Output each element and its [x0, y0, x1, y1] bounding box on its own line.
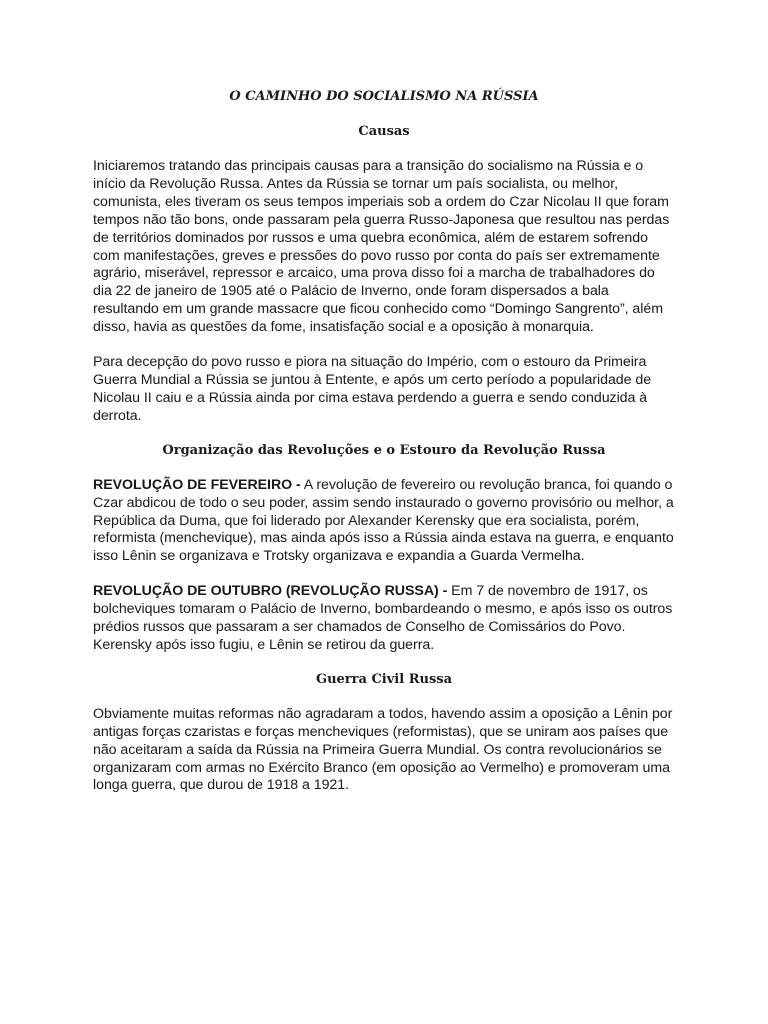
- section-heading-guerra-civil: Guerra Civil Russa: [315, 671, 453, 687]
- paragraph-body: A revolução de fevereiro ou revolução branca, foi quando o Czar abdicou de todo o seu poder, assim sendo instaurado o governo provisório ou melhor, a República da Duma, que foi liderado por Alexander Kerensky que era socialista, porém, reformista (menchevique), mas ainda após isso a Rússia ainda estava na guerra, e enquanto isso Lênin se organizava e Trotsky organizava e expandia a Guarda Vermelha.: [93, 476, 674, 565]
- paragraph-body: Em 7 de novembro de 1917, os bolcheviques tomaram o Palácio de Inverno, bombardeando o mesmo, e após isso os outros prédios russos que passaram a ser chamados de Conselho de Comissários do Povo. Kerensky após isso fugiu, e Lênin se retirou da guerra.: [93, 583, 673, 653]
- paragraph-revolucao-outubro: [93, 583, 675, 655]
- paragraph-revolucao-fevereiro: [93, 477, 675, 567]
- section-heading-causas: Causas: [358, 124, 410, 139]
- document-title: O CAMINHO DO SOCIALISMO NA RÚSSIA: [229, 89, 539, 104]
- section-heading-organizacao: Organização das Revoluções e o Estouro da Revolução Russa: [162, 442, 606, 458]
- paragraph-lead: REVOLUÇÃO DE OUTUBRO (REVOLUÇÃO RUSSA) -: [93, 583, 448, 600]
- paragraph-guerra-civil: Obviamente muitas reformas não agradaram a todos, havendo assim a oposição a Lênin por antigas forças czaristas e forças mencheviques (reformistas), que se uniram aos países que não aceitaram a saída da Rússia na Primeira Guerra Mundial. Os contra revolucionários se organizaram com armas no Exército Branco (em oposição ao Vermelho) e promoveram uma longa guerra, que durou de 1918 a 1921.: [93, 705, 673, 794]
- paragraph-causas-1: Iniciaremos tratando das principais causas para a transição do socialismo na Rússia e o início da Revolução Russa. Antes da Rússia se tornar um país socialista, ou melhor, comunista, eles tiveram os seus tempos imperiais sob a ordem do Czar Nicolau II que foram tempos não tão bons, onde passaram pela guerra Russo-Japonesa que resultou nas perdas de territórios dominados por russos e uma quebra econômica, além de estarem sofrendo com manifestações, greves e pressões do povo russo por conta do país ser extremamente agrário, miserável, repressor e arcaico, uma prova disso foi a marcha de trabalhadores do dia 22 de janeiro de 1905 até o Palácio de Inverno, onde foram dispersados a bala resultando em um grande massacre que ficou conhecido como “Domingo Sangrento”, além disso, havia as questões da fome, insatisfação social e a oposição à monarquia.: [93, 158, 670, 336]
- paragraph-causas-2: Para decepção do povo russo e piora na situação do Império, com o estouro da Primeira Guerra Mundial a Rússia se juntou à Entente, e após um certo período a popularidade de Nicolau II caiu e a Rússia ainda por cima estava perdendo a guerra e sendo conduzida à derrota.: [93, 354, 652, 424]
- paragraph-lead: REVOLUÇÃO DE FEVEREIRO -: [93, 476, 301, 493]
